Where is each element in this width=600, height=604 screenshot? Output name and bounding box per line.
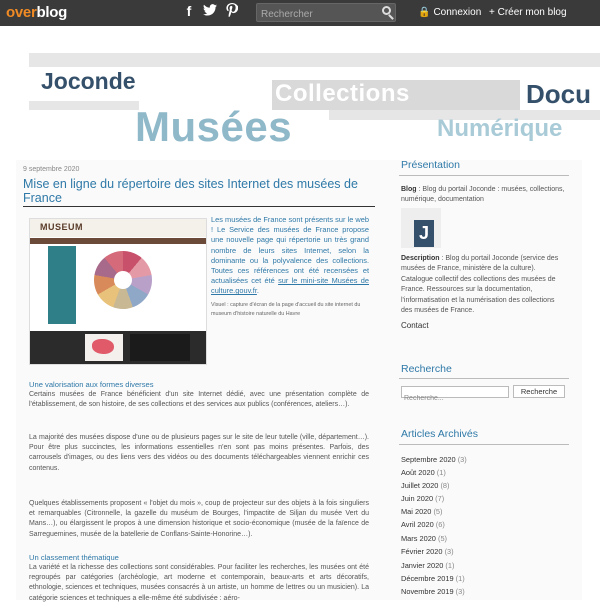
archive-count: (3) [455, 587, 465, 596]
archive-month: Août 2020 [401, 468, 435, 477]
sidebar-presentation-title: Présentation [401, 159, 460, 171]
sidebar-description [401, 254, 567, 316]
archive-month: Septembre 2020 [401, 455, 456, 464]
archive-link[interactable] [401, 520, 445, 529]
sidebar-rule [399, 378, 569, 379]
create-blog-link[interactable] [489, 7, 567, 18]
archive-count: (5) [433, 507, 443, 516]
pinterest-icon[interactable] [223, 3, 241, 20]
screenshot-sidebar [48, 246, 76, 324]
avatar[interactable] [401, 208, 441, 248]
archive-link[interactable] [401, 494, 444, 503]
facebook-icon[interactable]: f [186, 3, 192, 19]
lock-icon: 🔒 [418, 7, 431, 18]
twitter-icon[interactable] [201, 3, 219, 19]
post-screenshot-image[interactable] [29, 218, 207, 365]
intro-link[interactable]: sur le mini-site Musées de culture.gouv.fr [211, 276, 369, 296]
paragraph-4: La variété et la richesse des collections sont considérables. Pour faciliter les recherches, les musées ont été regroupés par catégories (archéologie, art moderne et contemporain, beaux-arts et arts décoratifs, ethnologie, sciences et techniques, musées consacrés à un artiste, un homme de lettres ou un musicien). La catégorie sciences et techniques a elle-même été subdivisée : aéro- [29, 564, 369, 602]
archive-link[interactable] [401, 481, 450, 490]
section-title-valorisation: Une valorisation aux formes diverses [29, 380, 154, 389]
archive-month: Janvier 2020 [401, 561, 444, 570]
banner-numerique: Numérique [437, 115, 563, 142]
top-search-input[interactable] [257, 6, 383, 23]
archive-month: Avril 2020 [401, 520, 434, 529]
archive-link[interactable] [401, 507, 443, 516]
archive-month: Mars 2020 [401, 534, 436, 543]
blog-text: : Blog du portail Joconde : musées, collections, numérique, documentation [401, 186, 565, 203]
paragraph-1: Certains musées de France bénéficient d'un site Internet dédié, avec une présentation complète de l'établissement, de son histoire, de ses collections et des services aux publics (conférences, ateliers…). [29, 391, 369, 409]
top-search-box[interactable] [256, 3, 396, 22]
screenshot-color-wheel [94, 251, 152, 309]
screenshot-thumb-dark [130, 334, 190, 361]
paragraph-3: Quelques établissements proposent « l'objet du mois », coup de projecteur sur des objets à la fois singuliers et remarquables (Citronnelle, la gazelle du muséum de Bourges, l'impactite de Siljan du musée Vert du Mans…), ou élargissent le propos à une dimension historique et socio-économique (musée de la faïence de Sarreguemines, musée de la batellerie de Conflans-Sainte-Honorine…). [29, 500, 369, 538]
sidebar-search-title: Recherche [401, 363, 452, 375]
logo-blog: blog [36, 4, 67, 21]
title-divider [23, 206, 375, 207]
archive-month: Juin 2020 [401, 494, 434, 503]
blog-banner [29, 53, 600, 145]
logo-over: over [6, 4, 37, 21]
archive-month: Février 2020 [401, 547, 443, 556]
login-link[interactable] [418, 7, 481, 18]
sidebar-search-button[interactable]: Recherche [513, 385, 565, 398]
sidebar-rule [399, 444, 569, 445]
sidebar-blog-info [401, 185, 569, 205]
archive-count: (5) [437, 534, 448, 543]
banner-joconde: Joconde [41, 68, 136, 94]
sidebar-rule [399, 175, 569, 176]
archive-count: (7) [435, 494, 445, 503]
post-intro [211, 215, 369, 297]
create-blog-label: + Créer mon blog [489, 7, 567, 18]
archive-link[interactable] [401, 455, 467, 464]
sidebar-search-input[interactable] [402, 394, 512, 404]
archive-count: (6) [435, 520, 445, 529]
banner-band-left [29, 101, 139, 110]
contact-link[interactable]: Contact [401, 321, 429, 330]
top-bar [0, 0, 600, 26]
archive-link[interactable] [401, 587, 465, 596]
banner-musees: Musées [135, 103, 293, 145]
desc-label: Description [401, 255, 440, 262]
post-date: 9 septembre 2020 [23, 166, 80, 173]
archive-link[interactable] [401, 561, 454, 570]
screenshot-logo: MUSEUM [40, 222, 83, 232]
paragraph-2: La majorité des musées dispose d'une ou de plusieurs pages sur le site de leur tutelle (ville, département…). Pour être plus succinctes, les informations essentielles n'en sont pas moins présentes. Parfois, des carrousels d'images, ou des liens vers des vidéos ou des documents téléchargeables viennent enrichir ces contenus. [29, 434, 369, 472]
intro-end: . [256, 286, 259, 296]
archive-count: (3) [444, 547, 454, 556]
desc-text: : Blog du portail Joconde (service des musées de France, ministère de la culture). Catalogue collectif des collections des musées de France. Ressources sur la documentation, l'informatisation et la numérisation des collections des musées de France. [401, 255, 559, 315]
archive-link[interactable] [401, 547, 454, 556]
avatar-letter: J [414, 220, 434, 247]
archive-month: Mai 2020 [401, 507, 432, 516]
search-icon[interactable] [382, 6, 391, 15]
intro-text: Les musées de France sont présents sur le web ! Le Service des musées de France propose une nouvelle page qui répertorie un très grand nombre de leurs sites Internet, selon la dominante ou la polyvalence des collections. Toutes ces références ont été recensées et actualisées cet été [211, 215, 369, 286]
archive-count: (1) [445, 561, 455, 570]
archive-link[interactable] [401, 468, 446, 477]
archive-count: (8) [440, 481, 450, 490]
archive-month: Novembre 2019 [401, 587, 454, 596]
archive-link[interactable] [401, 534, 447, 543]
post-title[interactable]: Mise en ligne du répertoire des sites Internet des musées de France [23, 177, 358, 205]
archive-count: (1) [455, 574, 465, 583]
sidebar-archives-title: Articles Archivés [401, 428, 479, 440]
image-caption: Visuel : capture d'écran de la page d'accueil du site internet du museum d'histoire naturelle du Havre [211, 302, 361, 317]
login-label: Connexion [433, 7, 482, 18]
overblog-logo[interactable] [6, 4, 67, 21]
screenshot-coral [92, 339, 114, 354]
blog-label: Blog [401, 186, 417, 193]
sidebar-search-box[interactable] [401, 386, 509, 398]
banner-docu: Docu [526, 79, 591, 109]
banner-band-top [29, 53, 600, 67]
archive-count: (1) [436, 468, 446, 477]
archive-count: (3) [457, 455, 467, 464]
archive-link[interactable] [401, 574, 465, 583]
banner-collections: Collections [275, 80, 410, 107]
section-title-classement: Un classement thématique [29, 553, 119, 562]
archive-month: Juillet 2020 [401, 481, 439, 490]
screenshot-nav [30, 238, 206, 244]
archive-month: Décembre 2019 [401, 574, 454, 583]
